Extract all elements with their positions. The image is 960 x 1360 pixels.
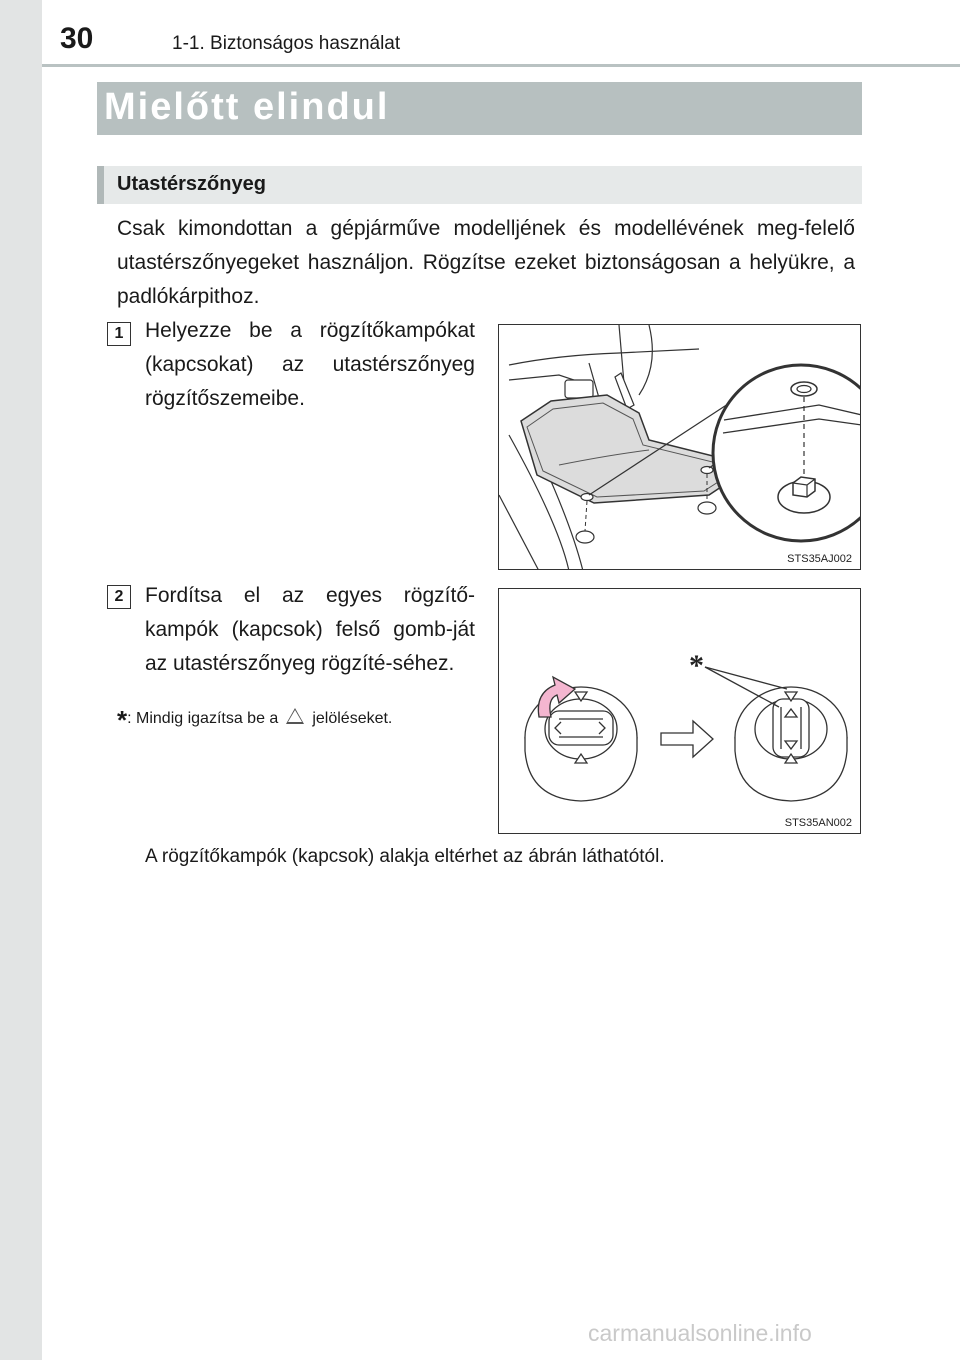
step-1-text: Helyezze be a rögzítőkampókat (kapcsokat) az utastérszőnyeg rögzítőszemeibe. <box>145 319 475 410</box>
arrow-right-icon <box>661 721 713 757</box>
triangle-mark-icon <box>286 708 304 724</box>
floor-mat-illustration <box>499 325 861 570</box>
shape-note: A rögzítőkampók (kapcsok) alakja eltérhet az ábrán láthatótól. <box>145 846 665 867</box>
header-divider <box>42 64 960 67</box>
subheading-bar <box>97 166 862 204</box>
side-margin-strip <box>0 0 42 1360</box>
figure-1-code: STS35AJ002 <box>787 553 852 565</box>
subheading: Utastérszőnyeg <box>117 173 266 195</box>
footnote <box>117 706 497 733</box>
watermark: carmanualsonline.info <box>588 1320 812 1346</box>
title-bar <box>97 82 862 135</box>
step-2-text: Fordítsa el az egyes rögzítő-kampók (kapcsok) felső gomb-ját az utastérszőnyeg rögzíté-séhez. <box>145 584 475 675</box>
figure-2-code: STS35AN002 <box>784 817 852 829</box>
footnote-text-after: jelöléseket. <box>312 710 393 727</box>
hook-rotation-illustration <box>499 589 861 834</box>
page-number: 30 <box>60 22 94 55</box>
figure-2-marker: * <box>689 649 704 682</box>
footnote-marker: * <box>117 705 128 735</box>
page-title: Mielőtt elindul <box>104 86 390 128</box>
step-1-number: 1 <box>107 322 131 346</box>
figure-hook-rotation <box>498 588 861 834</box>
step-2-number: 2 <box>107 585 131 609</box>
footnote-text-before: : Mindig igazítsa be a <box>127 710 279 727</box>
detail-magnifier <box>713 365 861 541</box>
figure-floor-mat-hooks <box>498 324 861 570</box>
section-label: 1-1. Biztonságos használat <box>172 33 401 54</box>
intro-paragraph: Csak kimondottan a gépjárműve modelljének és modellévének meg-felelő utastérszőnyegeket használjon. Rögzítse ezeket biztonságosan a helyükre, a padlókárpithoz. <box>117 217 855 308</box>
